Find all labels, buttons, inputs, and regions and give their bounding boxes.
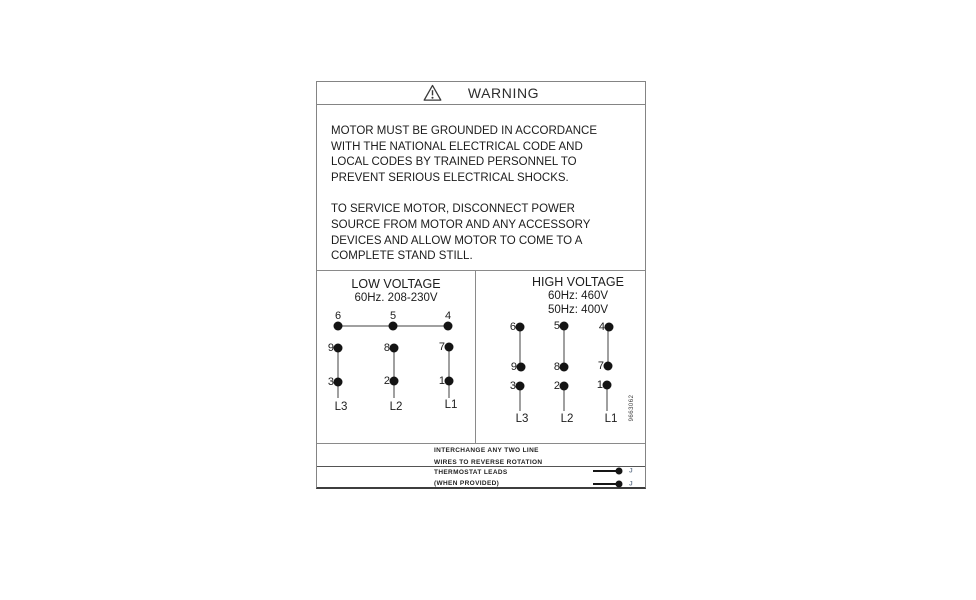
low-terminal-label-2: 2 bbox=[383, 375, 390, 387]
high-terminal-label-9: 9 bbox=[510, 361, 517, 373]
low-terminal-dot-4 bbox=[444, 322, 453, 331]
thermostat-lead-dot-bottom bbox=[616, 481, 623, 488]
high-terminal-dot-3 bbox=[516, 382, 525, 391]
high-connector-line-4-7 bbox=[607, 327, 609, 366]
thermostat-lead-dot-top bbox=[616, 468, 623, 475]
high-terminal-label-2: 2 bbox=[553, 380, 560, 392]
high-voltage-rating-60hz: 60Hz: 460V bbox=[547, 290, 609, 302]
low-terminal-dot-7 bbox=[445, 343, 454, 352]
low-voltage-rating: 60Hz. 208-230V bbox=[354, 292, 438, 304]
thermostat-note-line1: THERMOSTAT LEADS bbox=[434, 469, 508, 476]
warning-title: WARNING bbox=[467, 85, 540, 101]
motor-warning-label bbox=[316, 81, 646, 489]
low-line-label-l3: L3 bbox=[334, 401, 348, 413]
high-terminal-dot-5 bbox=[560, 322, 569, 331]
rotation-note-line2: WIRES TO REVERSE ROTATION bbox=[434, 459, 543, 466]
high-voltage-heading bbox=[509, 275, 647, 317]
high-terminal-dot-8 bbox=[560, 363, 569, 372]
low-connector-line-8-2 bbox=[393, 348, 395, 398]
high-line-label-l3: L3 bbox=[515, 413, 529, 425]
warning-triangle-icon bbox=[423, 84, 442, 102]
low-terminal-label-5: 5 bbox=[389, 310, 397, 322]
low-terminal-label-7: 7 bbox=[438, 341, 445, 353]
body-line: COMPLETE STAND STILL. bbox=[331, 250, 473, 263]
thermostat-lead-line-top bbox=[593, 470, 616, 472]
low-terminal-dot-8 bbox=[390, 344, 399, 353]
body-line: MOTOR MUST BE GROUNDED IN ACCORDANCE bbox=[331, 125, 598, 137]
low-terminal-label-4: 4 bbox=[444, 310, 452, 322]
body-line: TO SERVICE MOTOR, DISCONNECT POWER bbox=[331, 203, 575, 216]
thermostat-lead-label-bottom: J bbox=[629, 480, 633, 488]
thermostat-lead-label-top: J bbox=[629, 467, 633, 475]
wiring-diagrams bbox=[317, 271, 645, 444]
body-line: DEVICES AND ALLOW MOTOR TO COME TO A bbox=[331, 234, 583, 247]
high-terminal-label-8: 8 bbox=[553, 361, 560, 373]
low-terminal-label-3: 3 bbox=[327, 376, 334, 388]
low-terminal-dot-6 bbox=[334, 322, 343, 331]
high-terminal-label-6: 6 bbox=[509, 321, 516, 333]
low-terminal-label-9: 9 bbox=[327, 342, 334, 354]
low-terminal-dot-5 bbox=[389, 322, 398, 331]
high-terminal-dot-1 bbox=[603, 381, 612, 390]
high-terminal-label-7: 7 bbox=[597, 360, 604, 372]
low-terminal-dot-9 bbox=[334, 344, 343, 353]
low-line-label-l1: L1 bbox=[444, 399, 458, 411]
part-number: 9663062 bbox=[629, 394, 635, 422]
low-terminal-dot-3 bbox=[334, 378, 343, 387]
thermostat-lead-line-bottom bbox=[593, 483, 616, 485]
low-terminal-dot-2 bbox=[390, 377, 399, 386]
low-connector-line-7-1 bbox=[448, 347, 450, 398]
high-terminal-dot-7 bbox=[604, 362, 613, 371]
thermostat-note-line2: (WHEN PROVIDED) bbox=[434, 480, 500, 487]
low-voltage-heading bbox=[317, 277, 475, 306]
rotation-note-line1: INTERCHANGE ANY TWO LINE bbox=[434, 447, 539, 454]
high-terminal-label-3: 3 bbox=[509, 380, 516, 392]
low-terminal-label-1: 1 bbox=[438, 375, 445, 387]
low-terminal-dot-1 bbox=[445, 377, 454, 386]
low-terminal-label-8: 8 bbox=[383, 342, 390, 354]
high-line-label-l1: L1 bbox=[604, 413, 618, 425]
high-connector-line-5-8 bbox=[563, 326, 565, 367]
high-voltage-title: HIGH VOLTAGE bbox=[532, 275, 624, 289]
body-line: PREVENT SERIOUS ELECTRICAL SHOCKS. bbox=[331, 171, 569, 184]
high-terminal-dot-9 bbox=[517, 363, 526, 372]
low-line-label-l2: L2 bbox=[389, 401, 403, 413]
high-voltage-diagram bbox=[475, 271, 647, 443]
high-terminal-label-5: 5 bbox=[553, 320, 560, 332]
thermostat-leads-row bbox=[317, 467, 645, 489]
grounding-paragraph bbox=[331, 124, 637, 186]
high-voltage-rating-50hz: 50Hz: 400V bbox=[547, 303, 609, 316]
warning-body-text bbox=[317, 105, 645, 271]
high-terminal-label-4: 4 bbox=[598, 321, 605, 333]
high-terminal-dot-6 bbox=[516, 323, 525, 332]
warning-header bbox=[317, 82, 645, 105]
service-paragraph bbox=[331, 202, 637, 264]
high-line-label-l2: L2 bbox=[560, 413, 574, 425]
high-terminal-dot-4 bbox=[605, 323, 614, 332]
low-voltage-title: LOW VOLTAGE bbox=[351, 277, 441, 291]
body-line: SOURCE FROM MOTOR AND ANY ACCESSORY bbox=[331, 218, 591, 231]
high-terminal-dot-2 bbox=[560, 382, 569, 391]
low-terminal-label-6: 6 bbox=[334, 310, 342, 322]
high-terminal-label-1: 1 bbox=[596, 379, 603, 391]
high-connector-line-6-9 bbox=[519, 327, 521, 367]
body-line: LOCAL CODES BY TRAINED PERSONNEL TO bbox=[331, 156, 577, 169]
low-connector-line-9-3 bbox=[337, 348, 339, 398]
body-line: WITH THE NATIONAL ELECTRICAL CODE AND bbox=[331, 140, 583, 153]
low-voltage-diagram bbox=[317, 271, 475, 443]
rotation-note-row bbox=[317, 444, 645, 467]
